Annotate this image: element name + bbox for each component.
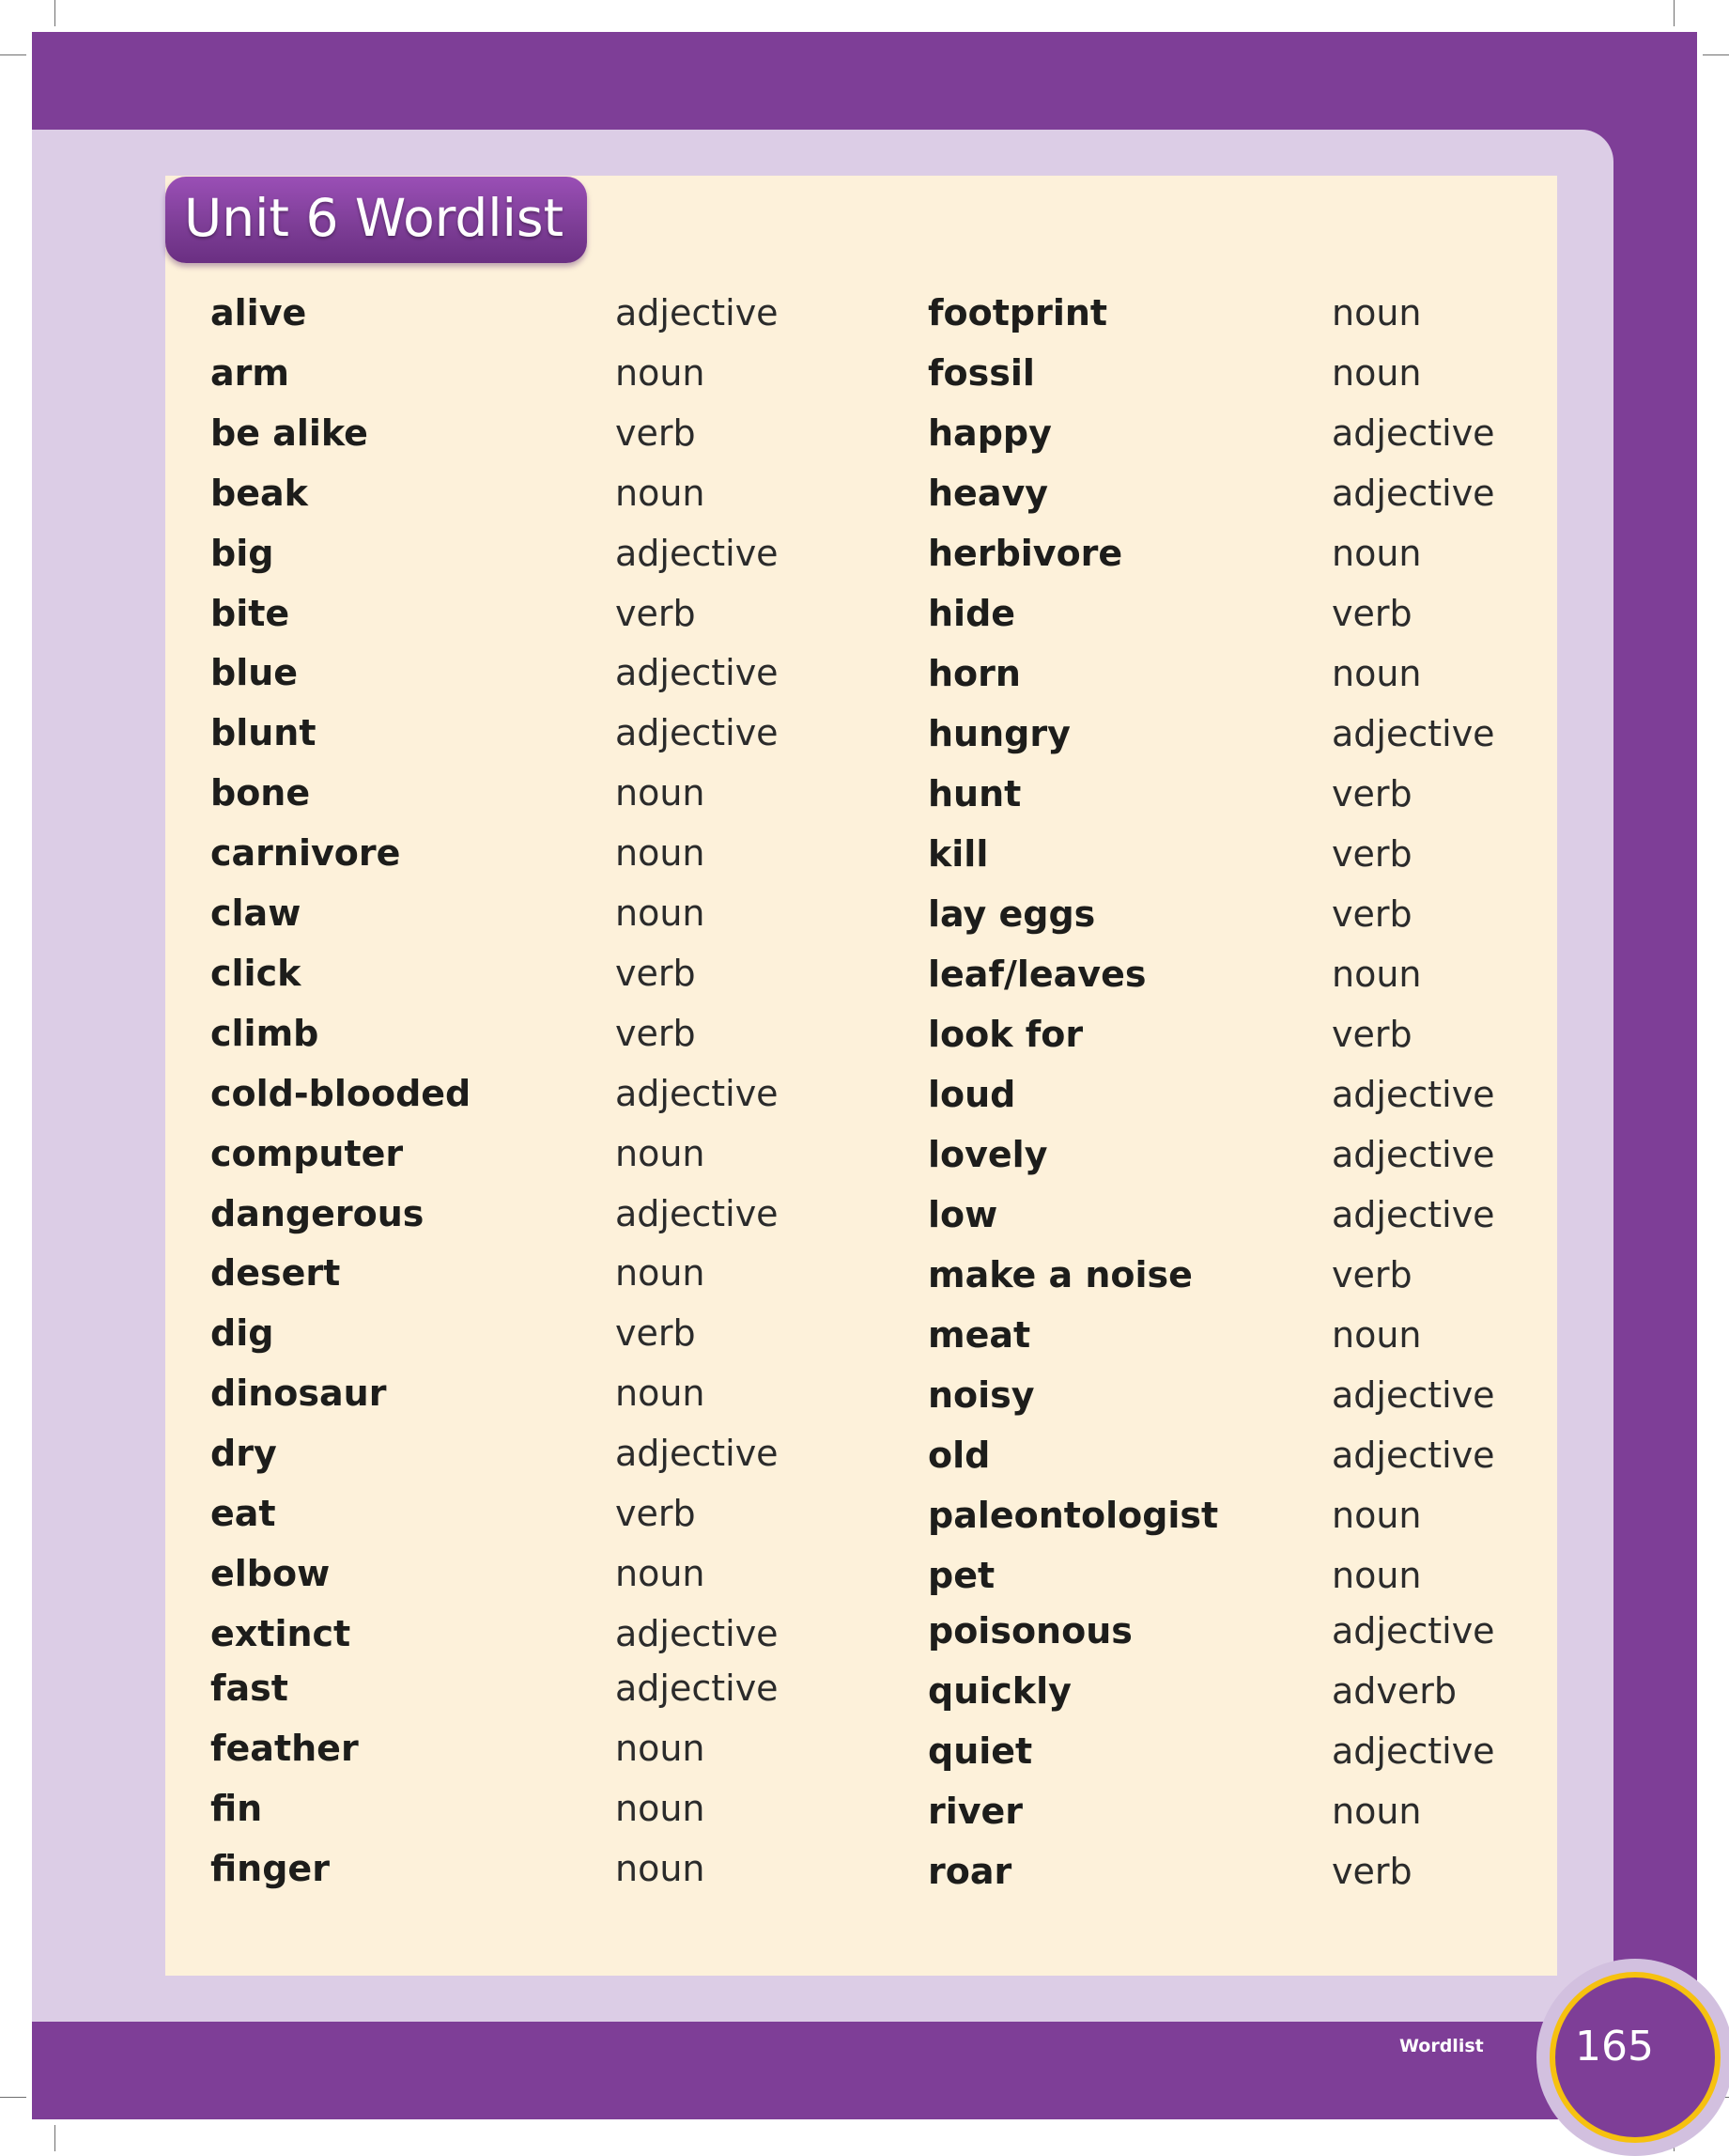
wordlist-part-of-speech: noun (1332, 292, 1422, 333)
page-number: 165 (1575, 2023, 1654, 2071)
crop-mark (54, 2125, 55, 2151)
wordlist-word: finger (210, 1848, 330, 1889)
wordlist-word: dig (210, 1312, 274, 1354)
wordlist-part-of-speech: adjective (615, 1667, 779, 1709)
wordlist-part-of-speech: verb (615, 1013, 696, 1054)
wordlist-part-of-speech: noun (615, 832, 705, 874)
footer-section-label: Wordlist (1399, 2036, 1484, 2056)
wordlist-part-of-speech: verb (615, 593, 696, 634)
wordlist-part-of-speech: adjective (615, 1073, 779, 1114)
wordlist-part-of-speech: verb (1332, 1851, 1413, 1892)
wordlist-part-of-speech: adjective (615, 652, 779, 693)
wordlist-part-of-speech: adjective (1332, 713, 1495, 754)
wordlist-word: claw (210, 892, 301, 934)
wordlist-part-of-speech: adjective (1332, 1194, 1495, 1235)
wordlist-part-of-speech: adjective (1332, 1435, 1495, 1476)
crop-mark (54, 0, 55, 26)
wordlist-word: leaf/leaves (928, 954, 1147, 995)
wordlist-word: meat (928, 1314, 1031, 1356)
wordlist-part-of-speech: adjective (615, 1193, 779, 1234)
wordlist-part-of-speech: noun (615, 1252, 705, 1294)
wordlist-part-of-speech: verb (1332, 593, 1413, 634)
wordlist-word: footprint (928, 292, 1108, 333)
wordlist-part-of-speech: noun (615, 1728, 705, 1769)
wordlist-part-of-speech: verb (615, 1312, 696, 1354)
wordlist-part-of-speech: noun (1332, 1555, 1422, 1596)
wordlist-word: hungry (928, 713, 1071, 754)
wordlist-part-of-speech: adjective (1332, 412, 1495, 454)
wordlist-word: elbow (210, 1553, 331, 1594)
wordlist-part-of-speech: noun (1332, 1791, 1422, 1832)
wordlist-part-of-speech: adjective (1332, 1374, 1495, 1416)
wordlist-word: lovely (928, 1134, 1048, 1175)
wordlist-part-of-speech: noun (1332, 352, 1422, 394)
page-title: Unit 6 Wordlist (165, 177, 587, 263)
wordlist-part-of-speech: adjective (615, 712, 779, 753)
wordlist-part-of-speech: verb (1332, 1254, 1413, 1295)
wordlist-word: feather (210, 1728, 359, 1769)
wordlist-part-of-speech: verb (1332, 773, 1413, 814)
wordlist-part-of-speech: verb (1332, 1014, 1413, 1055)
wordlist-part-of-speech: adjective (1332, 1134, 1495, 1175)
wordlist-word: poisonous (928, 1610, 1133, 1652)
wordlist-word: dry (210, 1433, 277, 1474)
wordlist-part-of-speech: verb (615, 953, 696, 994)
wordlist-word: big (210, 533, 274, 574)
wordlist-word: roar (928, 1851, 1012, 1892)
wordlist-part-of-speech: noun (1332, 533, 1422, 574)
wordlist-word: bone (210, 772, 311, 814)
crop-mark (1674, 0, 1675, 26)
wordlist-part-of-speech: verb (1332, 893, 1413, 935)
wordlist-word: desert (210, 1252, 341, 1294)
wordlist-part-of-speech: noun (1332, 954, 1422, 995)
wordlist-word: noisy (928, 1374, 1035, 1416)
wordlist-word: be alike (210, 412, 368, 454)
wordlist-word: herbivore (928, 533, 1123, 574)
wordlist-part-of-speech: verb (615, 412, 696, 454)
wordlist-word: fast (210, 1667, 288, 1709)
wordlist-word: river (928, 1791, 1024, 1832)
wordlist-part-of-speech: adjective (1332, 473, 1495, 514)
wordlist-part-of-speech: noun (615, 1133, 705, 1174)
wordlist-part-of-speech: noun (1332, 653, 1422, 694)
wordlist-part-of-speech: adjective (1332, 1610, 1495, 1652)
wordlist-word: carnivore (210, 832, 401, 874)
wordlist-word: dangerous (210, 1193, 425, 1234)
wordlist-word: bite (210, 593, 290, 634)
wordlist-part-of-speech: adjective (615, 1613, 779, 1654)
wordlist-part-of-speech: adverb (1332, 1670, 1458, 1712)
wordlist-word: dinosaur (210, 1373, 387, 1414)
wordlist-part-of-speech: noun (615, 1373, 705, 1414)
wordlist-part-of-speech: noun (1332, 1495, 1422, 1536)
wordlist-part-of-speech: adjective (1332, 1730, 1495, 1772)
wordlist-word: paleontologist (928, 1495, 1219, 1536)
wordlist-word: lay eggs (928, 893, 1096, 935)
wordlist-word: computer (210, 1133, 404, 1174)
wordlist-part-of-speech: noun (615, 1553, 705, 1594)
wordlist-part-of-speech: verb (615, 1493, 696, 1534)
wordlist-word: hunt (928, 773, 1022, 814)
crop-mark (0, 54, 26, 55)
wordlist-word: fossil (928, 352, 1035, 394)
wordlist-part-of-speech: noun (1332, 1314, 1422, 1356)
wordlist-word: blue (210, 652, 299, 693)
wordlist-word: arm (210, 352, 289, 394)
wordlist-word: happy (928, 412, 1052, 454)
wordlist-word: click (210, 953, 301, 994)
wordlist-word: low (928, 1194, 998, 1235)
wordlist-word: climb (210, 1013, 319, 1054)
wordlist-word: look for (928, 1014, 1084, 1055)
wordlist-word: pet (928, 1555, 996, 1596)
wordlist-word: cold-blooded (210, 1073, 471, 1114)
wordlist-part-of-speech: noun (615, 892, 705, 934)
wordlist-word: heavy (928, 473, 1049, 514)
wordlist-part-of-speech: noun (615, 473, 705, 514)
wordlist-part-of-speech: noun (615, 1788, 705, 1829)
wordlist-word: fin (210, 1788, 263, 1829)
wordlist-part-of-speech: adjective (615, 533, 779, 574)
wordlist-part-of-speech: adjective (615, 292, 779, 333)
wordlist-word: quickly (928, 1670, 1072, 1712)
wordlist-word: extinct (210, 1613, 351, 1654)
wordlist-part-of-speech: verb (1332, 833, 1413, 875)
wordlist-word: horn (928, 653, 1021, 694)
wordlist-part-of-speech: adjective (1332, 1074, 1495, 1115)
wordlist-word: loud (928, 1074, 1016, 1115)
wordlist-part-of-speech: noun (615, 772, 705, 814)
wordlist-word: hide (928, 593, 1016, 634)
wordlist-word: old (928, 1435, 991, 1476)
crop-mark (0, 2097, 26, 2098)
wordlist-word: alive (210, 292, 307, 333)
wordlist-word: quiet (928, 1730, 1033, 1772)
wordlist-word: kill (928, 833, 989, 875)
wordlist-word: eat (210, 1493, 276, 1534)
wordlist-word: make a noise (928, 1254, 1193, 1295)
wordlist-word: beak (210, 473, 308, 514)
wordlist-part-of-speech: adjective (615, 1433, 779, 1474)
wordlist-part-of-speech: noun (615, 1848, 705, 1889)
wordlist-word: blunt (210, 712, 316, 753)
crop-mark (1703, 54, 1729, 55)
wordlist-part-of-speech: noun (615, 352, 705, 394)
